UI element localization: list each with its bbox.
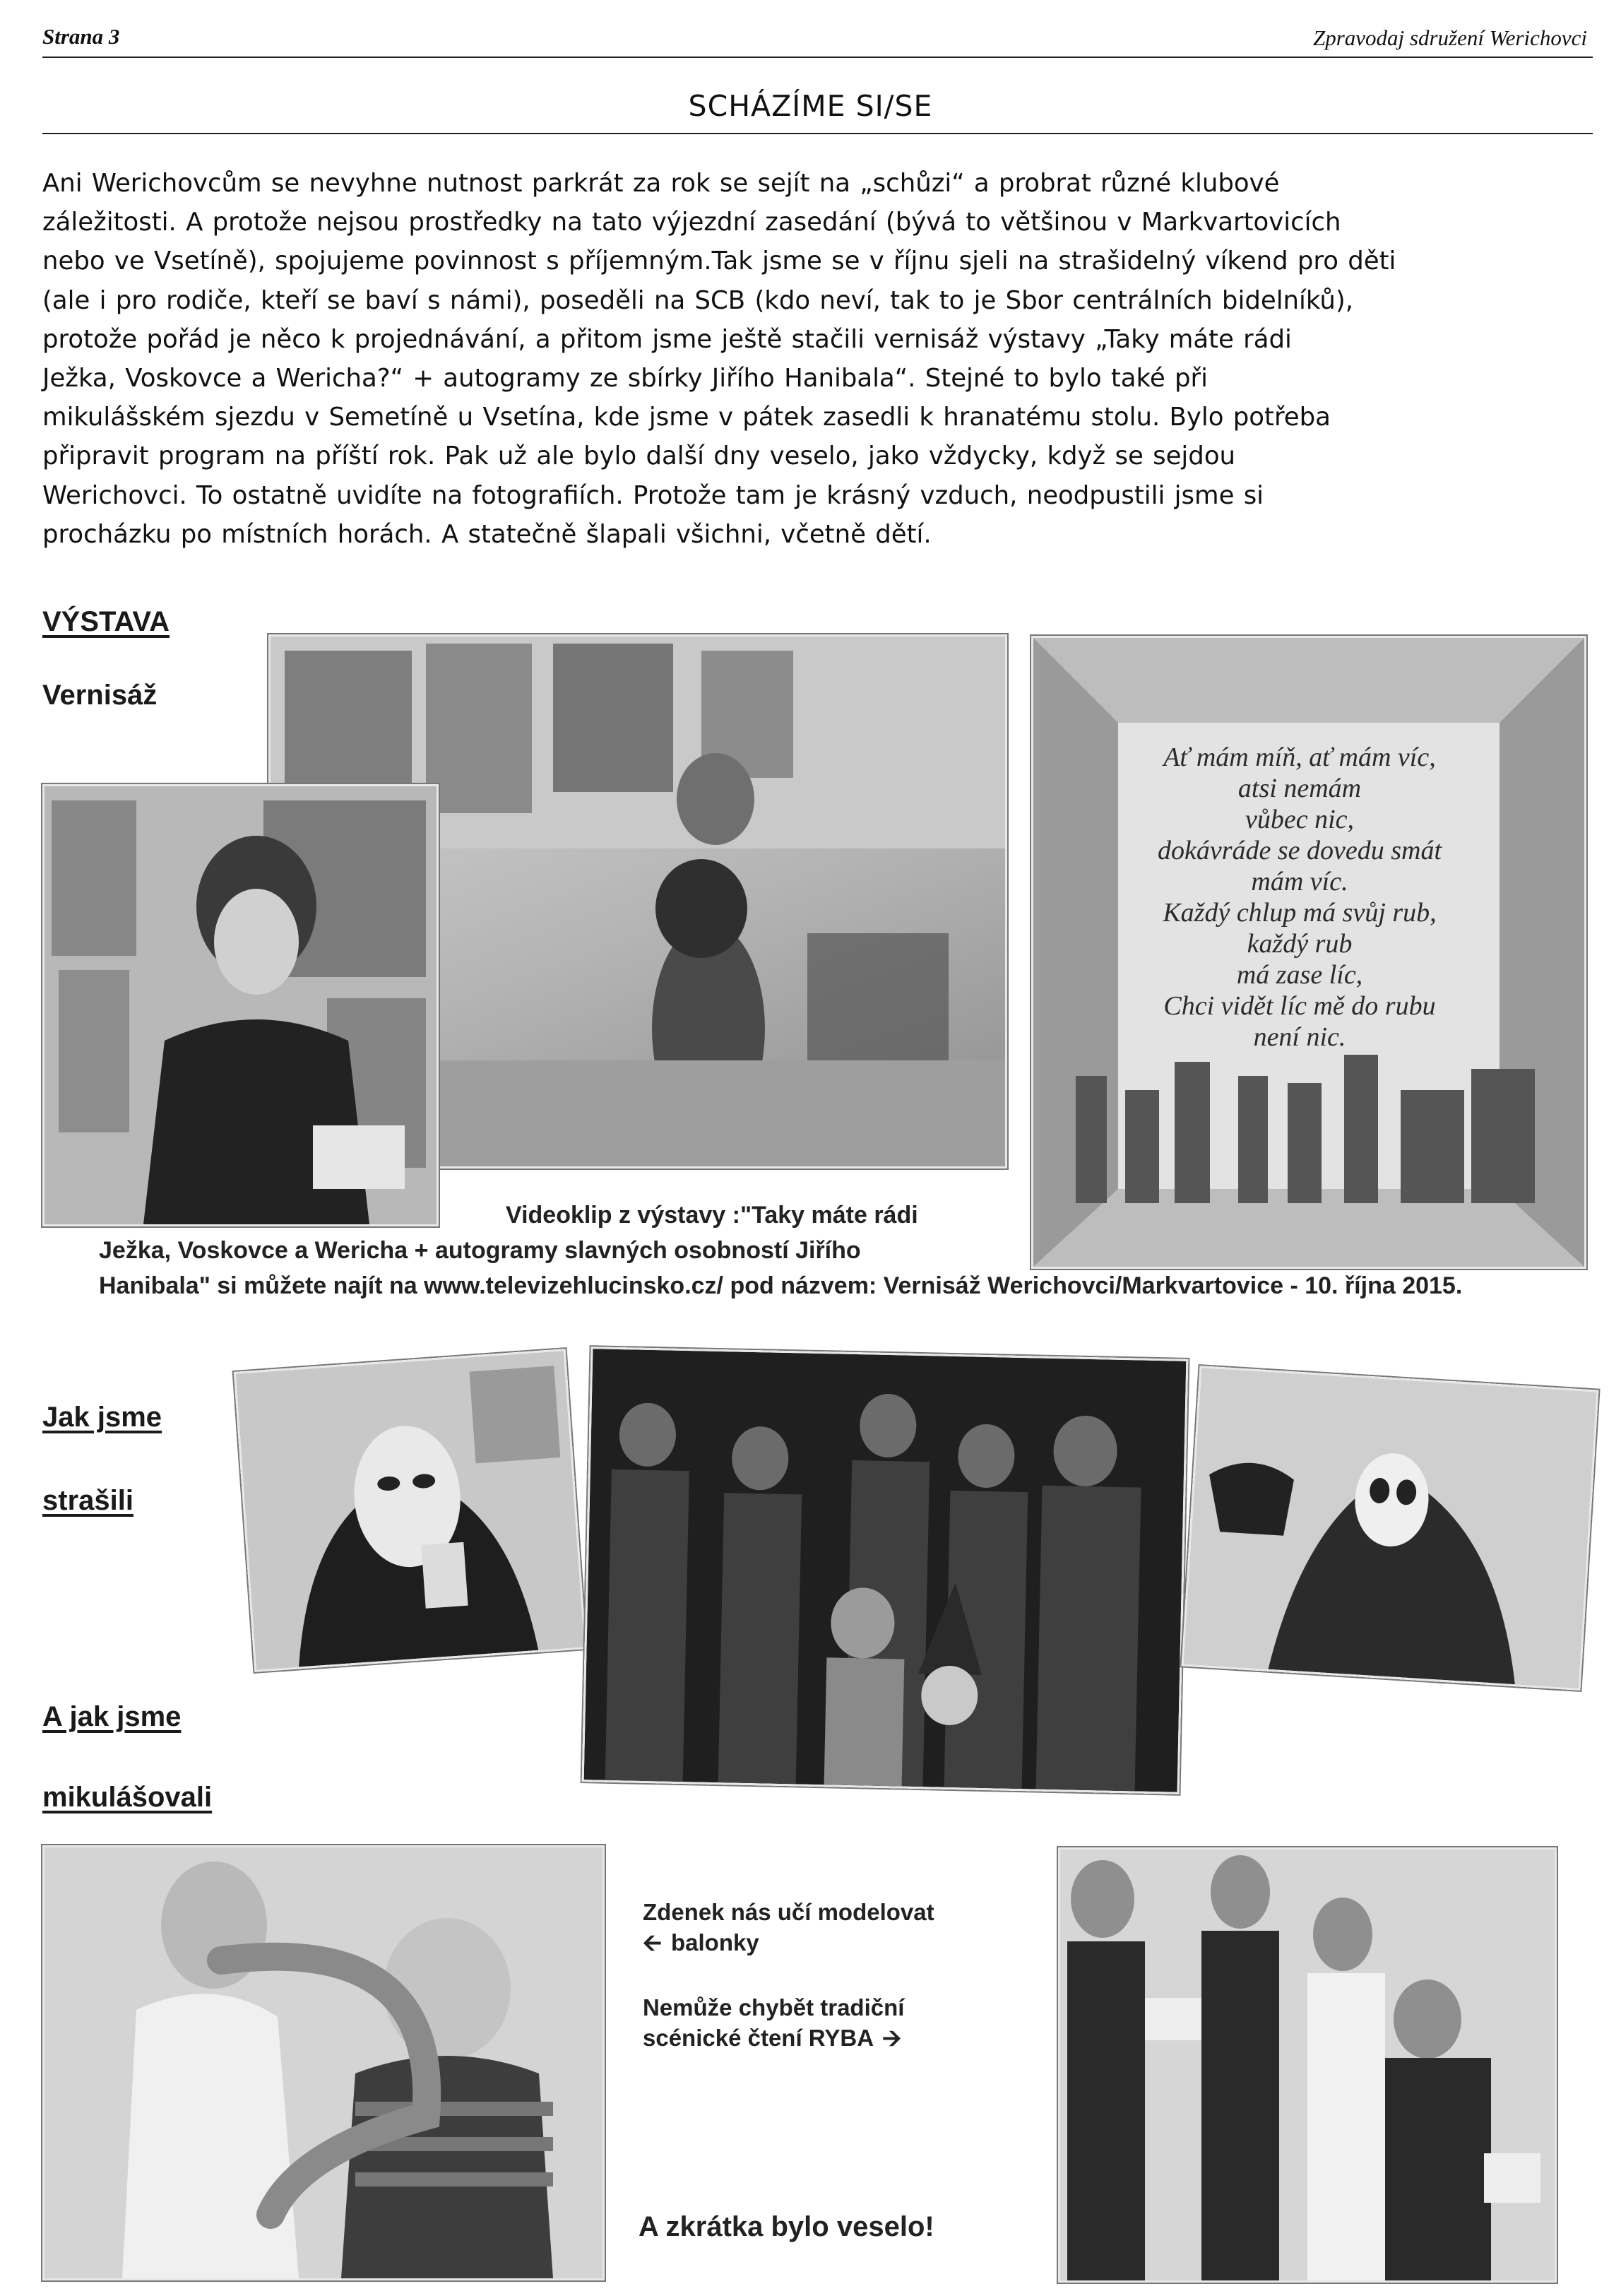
section-label-strasili: strašili [42,1485,133,1516]
body-line: procházku po místních horách. A statečně šlapali všichni, včetně dětí. [42,519,932,549]
photo-ryba-reading [1058,1847,1557,2283]
caption-line-1: Videoklip z výstavy :"Taky máte rádi [506,1202,918,1229]
body-line: nebo ve Vsetíně), spojujeme povinnost s příjemným.Tak jsme se v říjnu sjeli na strašidelný víkend pro děti [42,247,1396,276]
quote-line: není nic. [1253,1022,1346,1052]
quote-line: vůbec nic, [1245,805,1355,834]
body-line: mikulášském sjezdu v Semetíně u Vsetína, kde jsme v pátek zasedli k hranatému stolu. Bylo potřeba [42,403,1331,432]
article-title: SCHÁZÍME SI/SE [688,89,933,123]
note-zdenek [643,1897,934,1958]
body-line: Ježka, Voskovce a Wericha?“ + autogramy ze sbírky Jiřího Hanibala“. Stejné to bylo také při [42,364,1208,393]
quote-line: dokávráde se dovedu smát [1157,836,1442,865]
note-ryba [643,1992,910,2053]
body-line: Ani Werichovcům se nevyhne nutnost parkrát za rok se sejít na „schůzi“ a probrat různé klubové [42,169,1280,198]
section-label-mikulasovali: mikulášovali [42,1782,213,1813]
balloon-modelling-illustration [44,1847,602,2278]
quote-line: Ať mám míň, ať mám víc, [1163,742,1436,772]
quote-line: má zase líc, [1236,960,1363,990]
section-label-vystava: VÝSTAVA [42,606,170,637]
photo-masked-ghost [234,1349,587,1672]
photo-balloon-modelling [42,1845,605,2280]
quote-line: mám víc. [1251,867,1348,896]
note-veselo: A zkrátka bylo veselo! [639,2211,934,2242]
photo-hooded-ghost [1182,1366,1599,1691]
night-walk-illustration [584,1349,1187,1792]
arrow-right-icon: 🡪 [882,2025,901,2051]
quote-line: každý rub [1247,929,1353,959]
body-line: (ale i pro rodiče, kteří se baví s námi), poseděli na SCB (kdo neví, tak to je Sbor centrálních bidelníků), [42,285,1354,315]
caption-line-3: Hanibala" si můžete najít na www.televizehlucinsko.cz/ pod názvem: Vernisáž Werichovci/Markvartovice - 10. října 2015. [99,1272,1463,1299]
body-line: připravit program na příští rok. Pak už ale bylo další dny veselo, jako vždycky, když se sejdou [42,442,1236,471]
quote-line: atsi nemám [1237,774,1362,803]
note-zdenek-line-2: 🡨 balonky [643,1927,934,1958]
arrow-left-icon: 🡨 [643,1929,662,1955]
hooded-ghost-illustration [1184,1368,1597,1688]
photo-night-walk [582,1347,1189,1794]
publication-title: Zpravodaj sdružení Werichovci [1312,25,1587,50]
note-ryba-line-1: Nemůže chybět tradiční [643,1994,905,2020]
masked-ghost-illustration [236,1351,584,1669]
body-line: Werichovci. To ostatně uvidíte na fotografiích. Protože tam je krásný vzduch, neodpustili jsme si [42,480,1264,510]
caption-line-2: Ježka, Voskovce a Wericha + autogramy slavných osobností Jiřího [99,1237,861,1264]
section-label-a-jak-jsme: A jak jsme [42,1701,182,1732]
header-rule [42,57,1593,58]
ryba-reading-illustration [1060,1850,1555,2280]
note-zdenek-line-1: Zdenek nás učí modelovat [643,1899,934,1925]
section-label-jak-jsme: Jak jsme [42,1402,162,1433]
body-line: záležitosti. A protože nejsou prostředky na tato výjezdní zasedání (bývá to většinou v Markvartovicích [42,208,1341,237]
speaker-illustration [44,786,437,1224]
quote-line: Chci vidět líc mě do rubu [1163,991,1436,1021]
title-rule [42,133,1593,134]
photo-speaker [42,784,439,1226]
quote-line: Každý chlup má svůj rub, [1163,898,1437,928]
note-ryba-line-2: scénické čtení RYBA 🡪 [643,2023,910,2053]
exhibit-quote [1031,742,1568,1053]
page-number: Strana 3 [42,24,120,49]
article-body [42,164,1586,554]
body-line: protože pořád je něco k projednávání, a přitom jsme ještě stačili vernisáž výstavy „Taky máte rádi [42,324,1292,354]
section-label-vernisaz: Vernisáž [42,680,158,711]
